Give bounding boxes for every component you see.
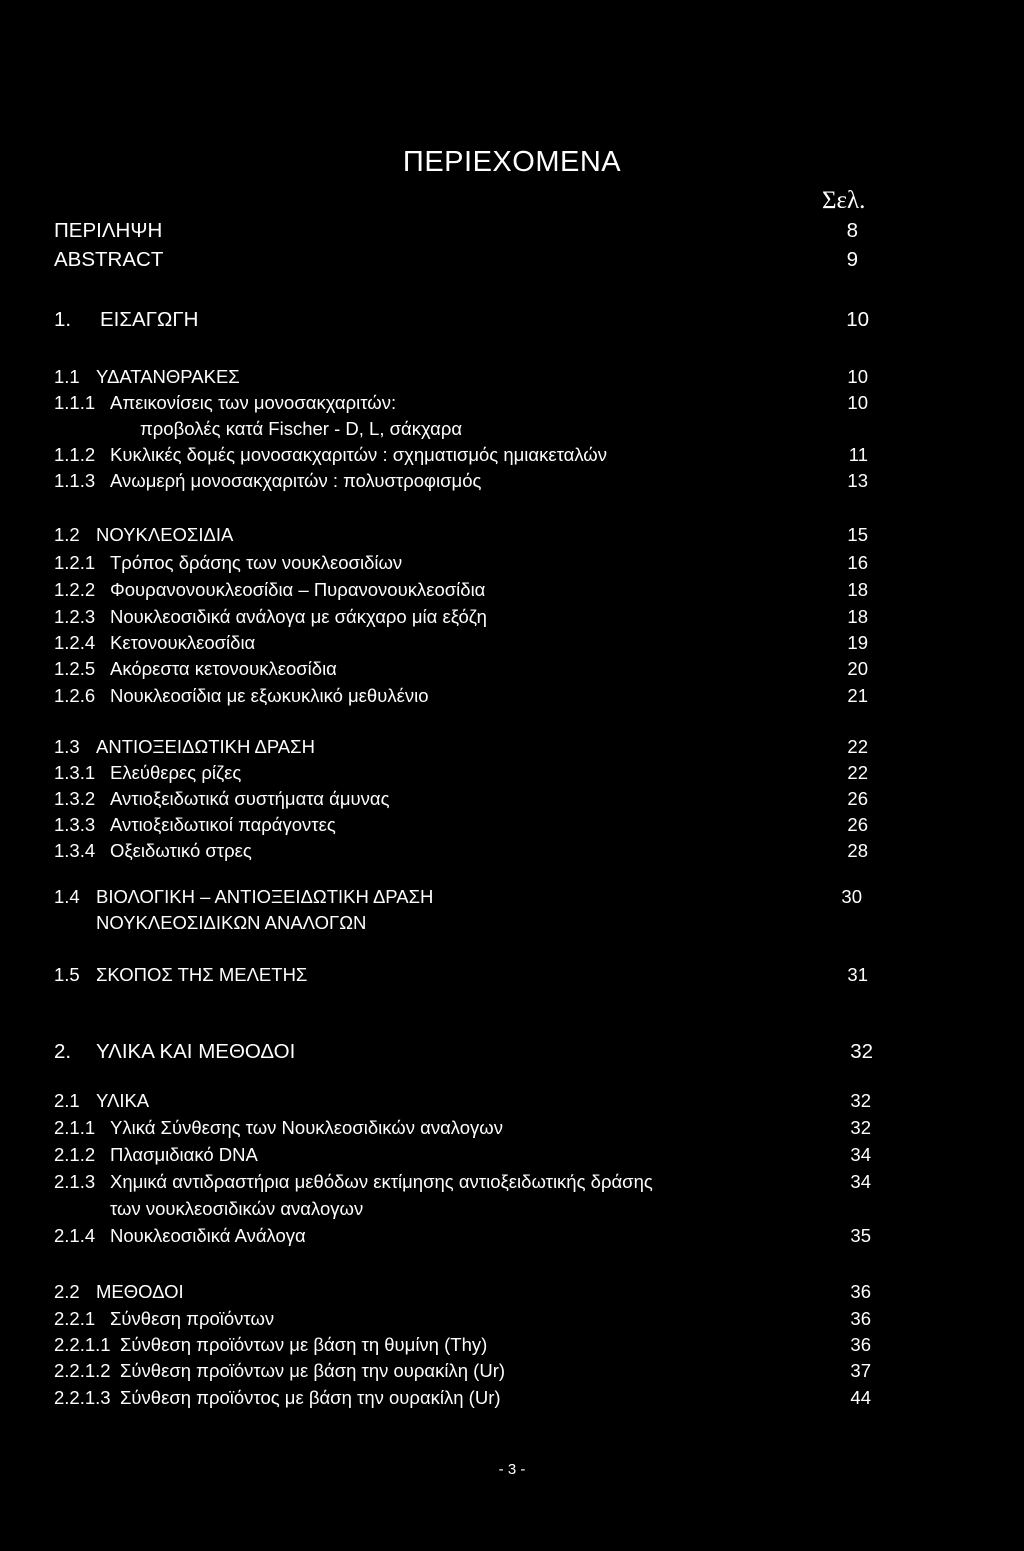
- toc-entry-title: ABSTRACT: [54, 248, 164, 271]
- toc-entry-number: 1.2.2: [54, 579, 96, 600]
- toc-entry: [0, 524, 1024, 554]
- toc-entry-title: Χημικά αντιδραστήρια μεθόδων εκτίμησης αντιοξειδωτικής δράσης: [110, 1171, 653, 1192]
- toc-entry-page: 44: [850, 1387, 871, 1408]
- toc-entry-page: 30: [841, 886, 862, 907]
- toc-entry-page: 10: [847, 392, 868, 413]
- toc-entry: [0, 912, 1024, 942]
- toc-entry-title: ΝΟΥΚΛΕΟΣΙΔΙΚΩΝ ΑΝΑΛΟΓΩΝ: [96, 912, 367, 933]
- toc-entry-page: 36: [850, 1308, 871, 1329]
- toc-entry-page: 18: [847, 579, 868, 600]
- toc-entry-page: 22: [847, 736, 868, 757]
- toc-entry-number: 1.2.5: [54, 658, 96, 679]
- toc-entry-title: Κυκλικές δομές μονοσακχαριτών : σχηματισμός ημιακεταλών: [110, 444, 607, 465]
- toc-entry-number: 1.3: [54, 736, 80, 757]
- toc-entry-title: ΥΔΑΤΑΝΘΡΑΚΕΣ: [96, 366, 240, 387]
- toc-entry-title: Αντιοξειδωτικά συστήματα άμυνας: [110, 788, 390, 809]
- toc-entry-page: 8: [846, 219, 858, 242]
- toc-entry-page: 36: [850, 1334, 871, 1355]
- toc-entry-number: 2.1.4: [54, 1225, 96, 1246]
- toc-entry-title: Ελεύθερες ρίζες: [110, 762, 242, 783]
- toc-entry: [0, 248, 1024, 278]
- toc-entry-title: Πλασμιδιακό DNA: [110, 1144, 258, 1165]
- toc-entry-page: 22: [847, 762, 868, 783]
- toc-entry-page: 34: [850, 1144, 871, 1165]
- toc-entry-title: ΠΕΡΙΛΗΨΗ: [54, 219, 163, 242]
- toc-entry-title: Νουκλεοσίδια με εξωκυκλικό μεθυλένιο: [110, 685, 429, 706]
- toc-entry-number: 1.1.1: [54, 392, 96, 413]
- toc-entry-number: 2.1.3: [54, 1171, 96, 1192]
- toc-entry: [0, 1171, 1024, 1201]
- toc-entry-number: 2.1.1: [54, 1117, 96, 1138]
- toc-entry: [0, 1225, 1024, 1255]
- toc-entry-number: 1.3.1: [54, 762, 96, 783]
- toc-entry-number: 2.: [54, 1040, 72, 1063]
- toc-entry: [0, 964, 1024, 994]
- toc-entry-title: ΥΛΙΚΑ ΚΑΙ ΜΕΘΟΔΟΙ: [96, 1040, 296, 1063]
- toc-entry-title: Οξειδωτικό στρες: [110, 840, 252, 861]
- toc-entry-number: 1.: [54, 308, 72, 331]
- toc-entry: [0, 552, 1024, 582]
- toc-entry: [0, 1117, 1024, 1147]
- toc-entry-title: ΒΙΟΛΟΓΙΚΗ – ΑΝΤΙΟΞΕΙΔΩΤΙΚΗ ΔΡΑΣΗ: [96, 886, 434, 907]
- toc-entry-number: 1.3.3: [54, 814, 96, 835]
- toc-entry-page: 13: [847, 470, 868, 491]
- toc-entry-title: ΑΝΤΙΟΞΕΙΔΩΤΙΚΗ ΔΡΑΣΗ: [96, 736, 315, 757]
- toc-entry-page: 32: [850, 1090, 871, 1111]
- toc-entry: [0, 308, 1024, 338]
- toc-entry-title: Ανωμερή μονοσακχαριτών : πολυστροφισμός: [110, 470, 482, 491]
- toc-entry-page: 19: [847, 632, 868, 653]
- toc-entry-number: 1.2.1: [54, 552, 96, 573]
- toc-entry: [0, 1090, 1024, 1120]
- toc-entry-number: 2.2.1.3: [54, 1387, 111, 1408]
- toc-entry-number: 1.1.3: [54, 470, 96, 491]
- toc-entry-number: 2.2.1.1: [54, 1334, 111, 1355]
- toc-entry-title: Σύνθεση προϊόντων με βάση τη θυμίνη (Thy): [120, 1334, 488, 1355]
- toc-entry-title: ΣΚΟΠΟΣ ΤΗΣ ΜΕΛΕΤΗΣ: [96, 964, 308, 985]
- toc-entry-title: Σύνθεση προϊόντων: [110, 1308, 275, 1329]
- toc-entry-title: Απεικονίσεις των μονοσακχαριτών:: [110, 392, 397, 413]
- toc-entry: [0, 1040, 1024, 1070]
- toc-entry: [0, 1360, 1024, 1390]
- toc-entry: [0, 1144, 1024, 1174]
- page-title: ΠΕΡΙΕΧΟΜΕΝΑ: [402, 146, 622, 178]
- toc-entry: [0, 219, 1024, 249]
- toc-entry-page: 10: [846, 308, 869, 331]
- toc-entry-title: ΜΕΘΟΔΟΙ: [96, 1281, 184, 1302]
- toc-entry-number: 1.1: [54, 366, 80, 387]
- toc-entry-number: 2.1: [54, 1090, 80, 1111]
- toc-entry: [0, 1198, 1024, 1228]
- toc-entry-page: 16: [847, 552, 868, 573]
- toc-entry-page: 11: [848, 444, 868, 465]
- toc-entry: [0, 1387, 1024, 1417]
- toc-entry-page: 36: [850, 1281, 871, 1302]
- toc-entry-page: 31: [847, 964, 868, 985]
- toc-entry-title: Αντιοξειδωτικοί παράγοντες: [110, 814, 336, 835]
- toc-entry-number: 2.2: [54, 1281, 80, 1302]
- toc-entry-number: 2.1.2: [54, 1144, 96, 1165]
- toc-entry-title: ΝΟΥΚΛΕΟΣΙΔΙΑ: [96, 524, 234, 545]
- page-column-header: Σελ.: [822, 187, 866, 214]
- toc-entry-page: 15: [847, 524, 868, 545]
- toc-entry-number: 2.2.1: [54, 1308, 96, 1329]
- toc-entry-number: 1.5: [54, 964, 80, 985]
- toc-entry-title: ΥΛΙΚΑ: [96, 1090, 150, 1111]
- toc-entry-page: 28: [847, 840, 868, 861]
- toc-entry-number: 1.3.2: [54, 788, 96, 809]
- toc-entry-title: προβολές κατά Fischer - D, L, σάκχαρα: [140, 418, 463, 439]
- toc-entry-page: 26: [847, 788, 868, 809]
- toc-entry-page: 32: [850, 1117, 871, 1138]
- toc-entry-page: 18: [847, 606, 868, 627]
- toc-entry-number: 1.2.6: [54, 685, 96, 706]
- toc-entry: [0, 470, 1024, 500]
- toc-entry: [0, 685, 1024, 715]
- toc-entry-page: 10: [847, 366, 868, 387]
- toc-entry-page: 9: [846, 248, 858, 271]
- toc-entry-title: Νουκλεοσιδικά Ανάλογα: [110, 1225, 306, 1246]
- toc-entry-page: 20: [847, 658, 868, 679]
- toc-entry-title: Κετονουκλεοσίδια: [110, 632, 256, 653]
- toc-entry-title: ΕΙΣΑΓΩΓΗ: [100, 308, 199, 331]
- toc-entry-number: 1.1.2: [54, 444, 96, 465]
- toc-entry-page: 21: [847, 685, 868, 706]
- toc-entry-number: 1.4: [54, 886, 80, 907]
- toc-entry-title: των νουκλεοσιδικών αναλογων: [110, 1198, 364, 1219]
- toc-entry-number: 1.3.4: [54, 840, 96, 861]
- toc-entry-number: 1.2.4: [54, 632, 96, 653]
- toc-entry-title: Φουρανονουκλεοσίδια – Πυρανονουκλεοσίδια: [110, 579, 486, 600]
- toc-entry-number: 1.2: [54, 524, 80, 545]
- toc-entry-title: Τρόπος δράσης των νουκλεοσιδίων: [110, 552, 403, 573]
- toc-entry-title: Υλικά Σύνθεσης των Νουκλεοσιδικών αναλογων: [110, 1117, 503, 1138]
- toc-entry-number: 2.2.1.2: [54, 1360, 111, 1381]
- toc-entry-title: Ακόρεστα κετονουκλεοσίδια: [110, 658, 337, 679]
- toc-entry-title: Σύνθεση προϊόντος με βάση την ουρακίλη (Ur): [120, 1387, 501, 1408]
- toc-entry-title: Νουκλεοσιδικά ανάλογα με σάκχαρο μία εξόζη: [110, 606, 487, 627]
- toc-entry-page: 26: [847, 814, 868, 835]
- toc-entry: [0, 840, 1024, 870]
- toc-entry: [0, 1281, 1024, 1311]
- toc-entry-number: 1.2.3: [54, 606, 96, 627]
- toc-entry-page: 34: [850, 1171, 871, 1192]
- toc-entry-page: 37: [850, 1360, 871, 1381]
- page-number-footer: - 3 -: [498, 1461, 526, 1478]
- toc-entry-page: 35: [850, 1225, 871, 1246]
- toc-entry: [0, 658, 1024, 688]
- toc-entry-page: 32: [850, 1040, 873, 1063]
- toc-entry: [0, 579, 1024, 609]
- toc-entry-title: Σύνθεση προϊόντων με βάση την ουρακίλη (Ur): [120, 1360, 506, 1381]
